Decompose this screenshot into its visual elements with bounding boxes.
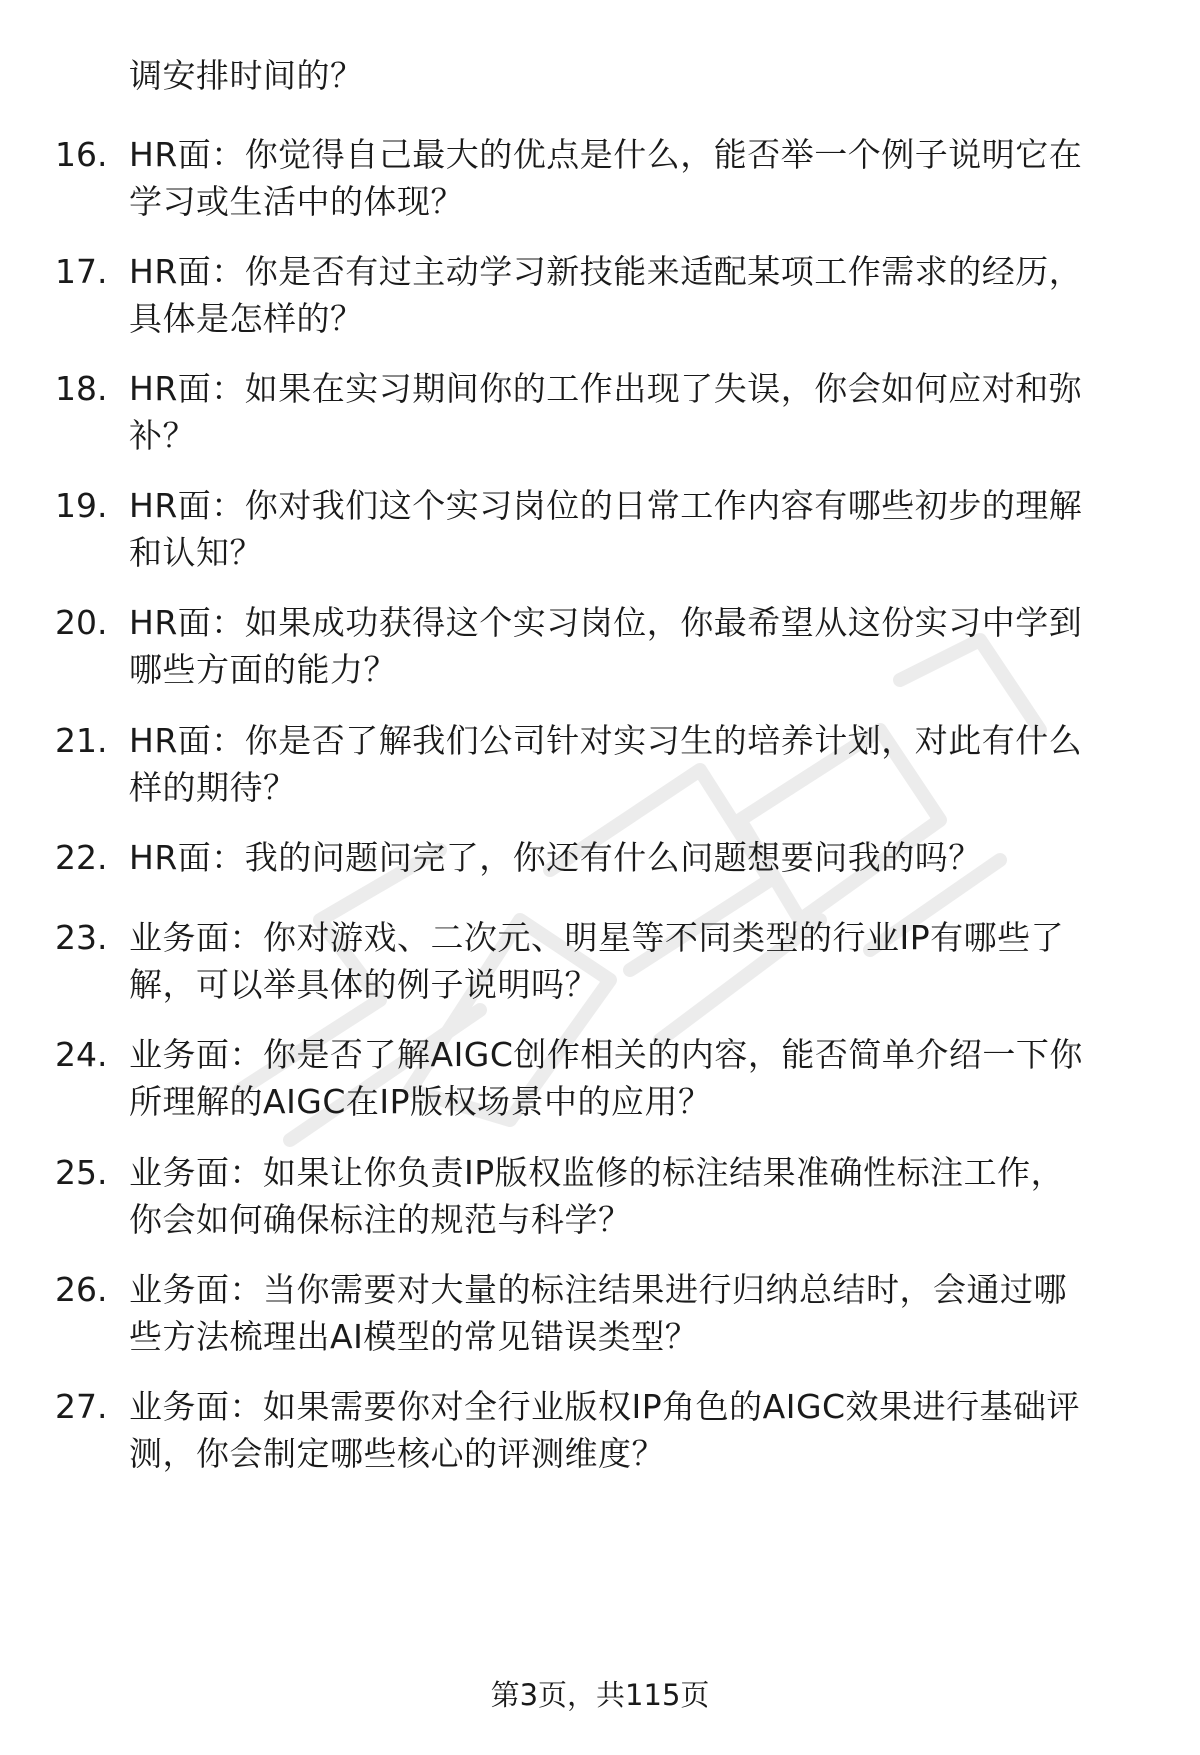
question-text-line: 哪些方面的能力？ [129,650,397,689]
question-text-line: 业务面：你对游戏、二次元、明星等不同类型的行业IP有哪些了 [129,918,1065,957]
question-number: 16. [55,135,108,174]
question-text-line: 你会如何确保标注的规范与科学？ [129,1200,632,1239]
question-text-line: 解，可以举具体的例子说明吗？ [129,965,598,1004]
question-number: 25. [55,1153,108,1192]
question-text-line: 些方法梳理出AI模型的常见错误类型？ [129,1317,699,1356]
question-text-line: 样的期待？ [129,768,297,807]
question-text-line: HR面：我的问题问完了，你还有什么问题想要问我的吗？ [129,838,982,877]
question-text-line: 具体是怎样的？ [129,299,364,338]
question-text-line: HR面：如果成功获得这个实习岗位，你最希望从这份实习中学到 [129,603,1083,642]
question-number: 23. [55,918,108,957]
continuation-line: 调安排时间的？ [129,56,364,95]
question-text-line: HR面：你觉得自己最大的优点是什么，能否举一个例子说明它在 [129,135,1083,174]
question-text-line: HR面：你是否有过主动学习新技能来适配某项工作需求的经历， [129,252,1083,291]
question-text-line: HR面：你对我们这个实习岗位的日常工作内容有哪些初步的理解 [129,486,1083,525]
question-number: 22. [55,838,108,877]
question-text-line: 业务面：如果让你负责IP版权监修的标注结果准确性标注工作， [129,1153,1065,1192]
question-text-line: 业务面：如果需要你对全行业版权IP角色的AIGC效果进行基础评 [129,1387,1081,1426]
question-text-line: HR面：你是否了解我们公司针对实习生的培养计划，对此有什么 [129,721,1083,760]
question-text-line: 业务面：当你需要对大量的标注结果进行归纳总结时，会通过哪 [129,1270,1067,1309]
page-number-footer: 第3页，共115页 [490,1678,710,1712]
question-text-line: 业务面：你是否了解AIGC创作相关的内容，能否简单介绍一下你 [129,1035,1083,1074]
question-number: 21. [55,721,108,760]
question-text-line: 所理解的AIGC在IP版权场景中的应用？ [129,1082,712,1121]
question-text-line: 补？ [129,416,196,455]
question-number: 20. [55,603,108,642]
question-number: 26. [55,1270,108,1309]
question-text-line: 和认知？ [129,533,263,572]
question-text-line: HR面：如果在实习期间你的工作出现了失误，你会如何应对和弥 [129,369,1083,408]
question-number: 19. [55,486,108,525]
question-number: 27. [55,1387,108,1426]
question-number: 18. [55,369,108,408]
question-number: 17. [55,252,108,291]
question-text-line: 测，你会制定哪些核心的评测维度？ [129,1434,665,1473]
question-number: 24. [55,1035,108,1074]
question-text-line: 学习或生活中的体现？ [129,182,464,221]
